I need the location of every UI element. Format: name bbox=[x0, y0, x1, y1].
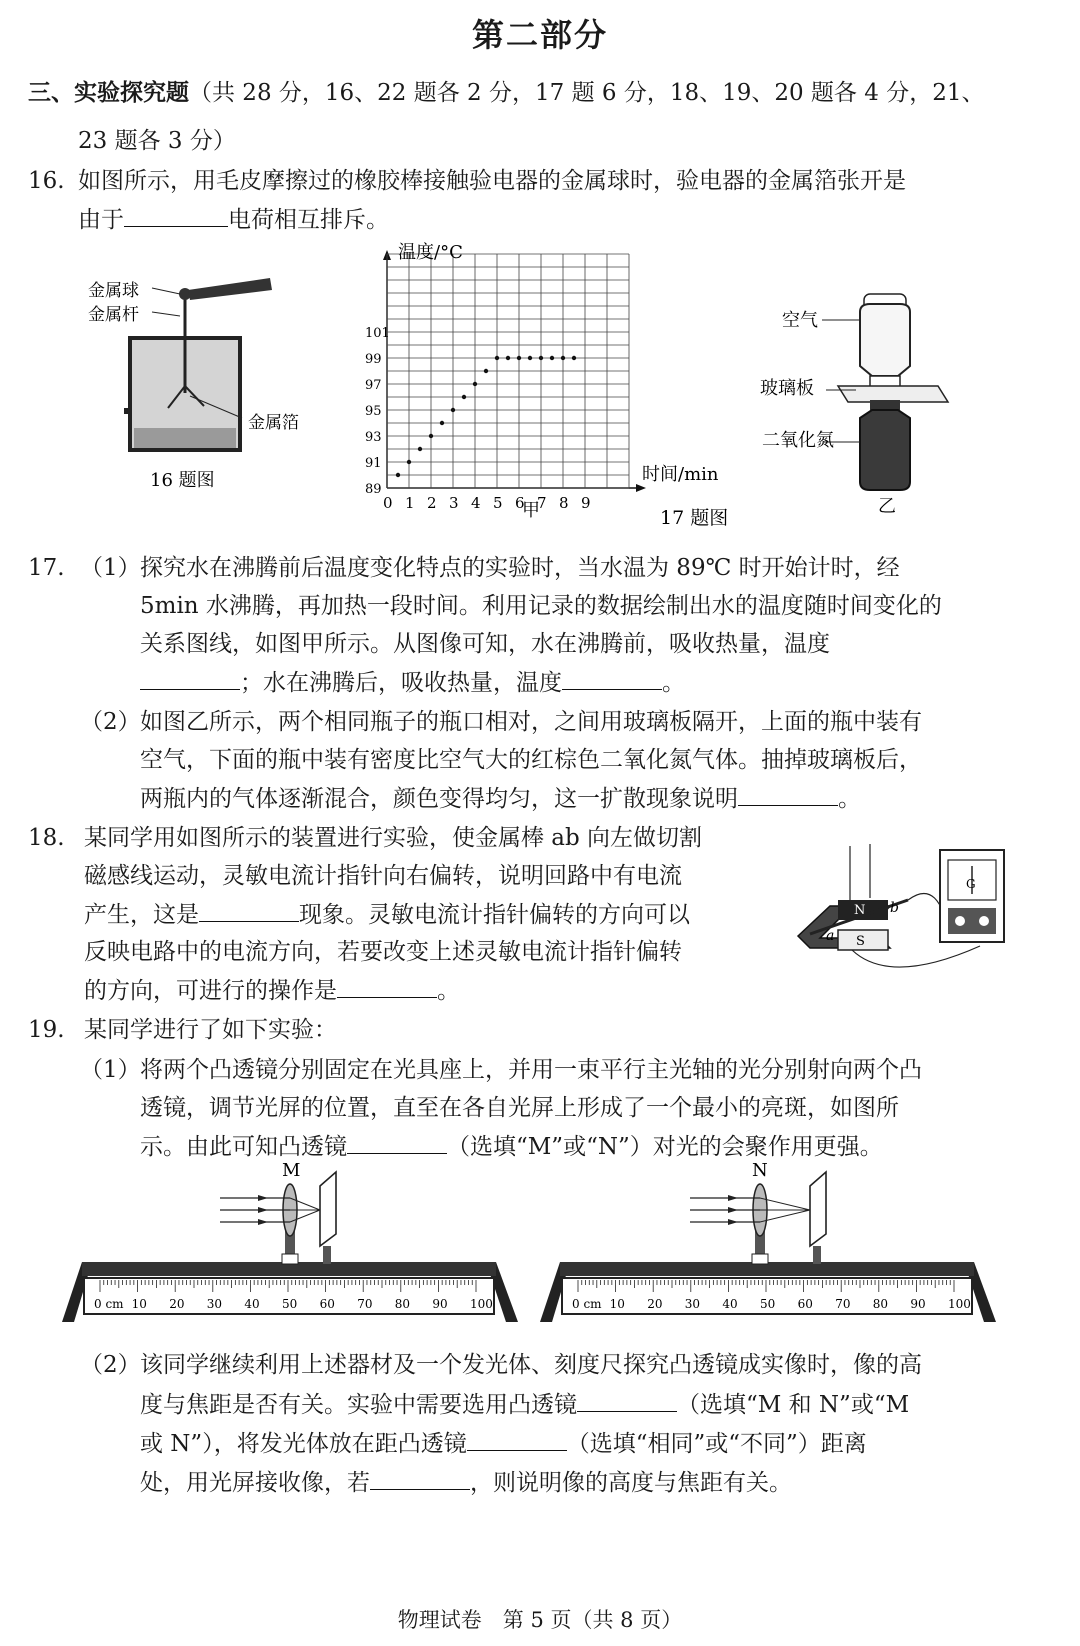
q18-line1: 某同学用如图所示的装置进行实验，使金属棒 ab 向左做切割 bbox=[84, 825, 703, 851]
q19-p2-line2 bbox=[140, 1389, 909, 1420]
rubber-rod bbox=[188, 278, 272, 300]
x-tick-label: 1 bbox=[405, 494, 415, 512]
ruler-label: 80 bbox=[872, 1297, 889, 1311]
data-point bbox=[495, 356, 499, 360]
q17-blank-before-boiling[interactable] bbox=[140, 667, 240, 690]
q19-p1-line1: 将两个凸透镜分别固定在光具座上，并用一束平行主光轴的光分别射向两个凸 bbox=[140, 1057, 922, 1083]
x-tick-label: 5 bbox=[493, 494, 503, 512]
q18-line4: 反映电路中的电流方向，若要改变上述灵敏电流计指针偏转 bbox=[84, 939, 682, 965]
y-tick-label: 89 bbox=[365, 482, 382, 497]
data-point bbox=[473, 382, 477, 386]
section-points: （共 28 分，16、22 题各 2 分，17 题 6 分，18、19、20 题各 4 分，21、 bbox=[189, 80, 985, 106]
x-axis-label: 时间/min bbox=[642, 464, 719, 485]
data-point bbox=[528, 356, 532, 360]
q18-text-b: 现象。灵敏电流计指针偏转的方向可以 bbox=[299, 902, 690, 928]
label-no2: 二氧化氮 bbox=[762, 430, 834, 451]
data-point bbox=[484, 369, 488, 373]
data-point bbox=[407, 460, 411, 464]
ruler-label: 70 bbox=[357, 1297, 373, 1311]
data-point bbox=[396, 473, 400, 477]
fig-jia-label: 甲 bbox=[522, 500, 540, 521]
ruler-label: 10 bbox=[609, 1297, 625, 1311]
q17-part1-label: （1） bbox=[80, 555, 141, 581]
x-tick-label: 6 bbox=[515, 494, 525, 512]
q17-p2-text-b: 。 bbox=[838, 786, 861, 812]
q18-text-c: 的方向，可进行的操作是 bbox=[84, 978, 337, 1004]
air-bottle bbox=[860, 304, 910, 376]
bar-end-a-label: a bbox=[826, 928, 835, 944]
q19-p2-line3 bbox=[140, 1428, 867, 1459]
ruler-label: 40 bbox=[244, 1297, 260, 1311]
ray-arrow bbox=[258, 1207, 268, 1213]
data-point bbox=[550, 356, 554, 360]
pole-n-label: N bbox=[854, 903, 866, 918]
fig17-caption: 17 题图 bbox=[660, 507, 729, 529]
data-point bbox=[506, 356, 510, 360]
label-metal-ball: 金属球 bbox=[88, 281, 139, 301]
x-tick-label: 7 bbox=[537, 494, 547, 512]
x-tick-label: 9 bbox=[581, 494, 591, 512]
electroscope-figure bbox=[80, 268, 320, 498]
q17-p2-line3 bbox=[140, 783, 861, 814]
data-point bbox=[429, 434, 433, 438]
y-tick-label: 95 bbox=[365, 404, 382, 419]
data-point bbox=[561, 356, 565, 360]
ray-arrow bbox=[258, 1219, 268, 1225]
x-tick-label: 8 bbox=[559, 494, 569, 512]
chart-points bbox=[396, 356, 576, 477]
q16-line1: 如图所示，用毛皮摩擦过的橡胶棒接触验电器的金属球时，验电器的金属箔张开是 bbox=[78, 168, 906, 194]
y-axis-label: 温度/°C bbox=[398, 242, 463, 263]
ruler-label: 100 bbox=[470, 1297, 493, 1311]
label-glass-plate: 玻璃板 bbox=[760, 378, 814, 399]
q16-answer-blank[interactable] bbox=[124, 204, 228, 227]
induction-figure bbox=[780, 836, 1030, 986]
q17-blank-after-boiling[interactable] bbox=[562, 667, 662, 690]
ruler-label: 0 cm bbox=[94, 1297, 124, 1311]
screen-holder bbox=[813, 1246, 821, 1264]
q19-blank-lens-select[interactable] bbox=[577, 1389, 677, 1412]
q17-p1-text-b: 。 bbox=[662, 670, 685, 696]
page-title: 第二部分 bbox=[471, 16, 608, 54]
x-tick-label: 4 bbox=[471, 494, 481, 512]
q19-p2-text-f: ，则说明像的高度与焦距有关。 bbox=[470, 1470, 792, 1496]
q17-p1-line3: 关系图线，如图甲所示。从图像可知，水在沸腾前，吸收热量，温度 bbox=[140, 631, 830, 657]
lens-base bbox=[282, 1254, 298, 1264]
data-point bbox=[440, 421, 444, 425]
q18-blank-operation[interactable] bbox=[337, 975, 437, 998]
q18-text-d: 。 bbox=[437, 978, 460, 1004]
temperature-chart bbox=[360, 238, 760, 538]
ray-arrow bbox=[258, 1195, 268, 1201]
ruler-label: 70 bbox=[835, 1297, 851, 1311]
label-metal-foil: 金属箔 bbox=[248, 413, 299, 433]
lens-label: M bbox=[282, 1160, 301, 1181]
q16-line2 bbox=[78, 204, 389, 235]
y-tick-label: 99 bbox=[365, 352, 382, 367]
section-heading: 三、实验探究题 bbox=[28, 79, 189, 106]
x-tick-label: 0 bbox=[383, 494, 393, 512]
ruler-label: 60 bbox=[319, 1297, 335, 1311]
q18-line3 bbox=[84, 899, 690, 930]
q16-text-b: 电荷相互排斥。 bbox=[228, 207, 389, 233]
ruler-label: 20 bbox=[169, 1297, 185, 1311]
ruler-label: 30 bbox=[206, 1297, 223, 1311]
no2-bottle bbox=[860, 410, 910, 490]
q18-text-a: 产生，这是 bbox=[84, 902, 199, 928]
q17-p1-line4 bbox=[140, 667, 685, 698]
q19-p2-text-e: 处，用光屏接收像，若 bbox=[140, 1470, 370, 1496]
q19-p1-line3 bbox=[140, 1131, 883, 1162]
q18-line2: 磁感线运动，灵敏电流计指针向右偏转，说明回路中有电流 bbox=[84, 863, 682, 889]
ruler-label: 90 bbox=[432, 1297, 448, 1311]
q19-p2-line4 bbox=[140, 1467, 792, 1498]
ray-arrow bbox=[728, 1195, 738, 1201]
light-screen bbox=[810, 1172, 826, 1246]
electroscope-base-shade bbox=[134, 428, 236, 448]
pole-s-label: S bbox=[856, 934, 865, 949]
q19-number: 19. bbox=[28, 1017, 65, 1043]
ruler-label: 0 cm bbox=[572, 1297, 602, 1311]
y-tick-label: 101 bbox=[365, 326, 390, 341]
ruler-label: 60 bbox=[797, 1297, 813, 1311]
data-point bbox=[462, 395, 466, 399]
data-point bbox=[572, 356, 576, 360]
q17-p1-text-a: ；水在沸腾后，吸收热量，温度 bbox=[240, 670, 562, 696]
ruler-label: 20 bbox=[647, 1297, 663, 1311]
label-air: 空气 bbox=[782, 310, 818, 331]
q19-p2-text-b: （选填“M 和 N”或“M bbox=[677, 1392, 910, 1418]
q17-blank-diffusion[interactable] bbox=[738, 783, 838, 806]
q19-p1-text-a: 示。由此可知凸透镜 bbox=[140, 1134, 347, 1160]
q19-p1-line2: 透镜，调节光屏的位置，直至在各自光屏上形成了一个最小的亮斑，如图所 bbox=[140, 1095, 899, 1121]
q19-p2-text-d: （选填“相同”或“不同”）距离 bbox=[566, 1431, 867, 1457]
data-point bbox=[451, 408, 455, 412]
q17-p2-text-a: 两瓶内的气体逐渐混合，颜色变得均匀，这一扩散现象说明 bbox=[140, 786, 738, 812]
section-heading-line bbox=[28, 78, 984, 108]
data-point bbox=[418, 447, 422, 451]
diffusion-bottles-figure bbox=[760, 286, 960, 517]
q19-p2-text-a: 度与焦距是否有关。实验中需要选用凸透镜 bbox=[140, 1392, 577, 1418]
chart-grid bbox=[387, 254, 629, 488]
q17-p1-line2: 5min 水沸腾，再加热一段时间。利用记录的数据绘制出水的温度随时间变化的 bbox=[140, 593, 942, 619]
x-axis-arrow bbox=[636, 484, 646, 492]
q16-number: 16. bbox=[28, 168, 65, 194]
q19-part2-label: （2） bbox=[80, 1352, 141, 1378]
q17-p2-line2: 空气，下面的瓶中装有密度比空气大的红棕色二氧化氮气体。抽掉玻璃板后， bbox=[140, 747, 922, 773]
light-screen bbox=[320, 1172, 336, 1246]
data-point bbox=[517, 356, 521, 360]
y-tick-label: 91 bbox=[365, 456, 382, 471]
x-tick-label: 2 bbox=[427, 494, 437, 512]
label-metal-rod: 金属杆 bbox=[88, 305, 139, 325]
galvanometer-g-label: G bbox=[966, 877, 976, 891]
q19-blank-distance[interactable] bbox=[467, 1428, 567, 1451]
ray-arrow bbox=[728, 1207, 738, 1213]
y-tick-label: 97 bbox=[365, 378, 382, 393]
q18-blank-phenomenon[interactable] bbox=[199, 899, 299, 922]
screen-holder bbox=[323, 1246, 331, 1264]
q19-p2-line1: 该同学继续利用上述器材及一个发光体、刻度尺探究凸透镜成实像时，像的高 bbox=[140, 1352, 922, 1378]
optical-bench-m bbox=[62, 1162, 532, 1330]
ruler-label: 40 bbox=[722, 1297, 738, 1311]
q19-blank-lens-choice[interactable] bbox=[347, 1131, 447, 1154]
q17-p1-line1: 探究水在沸腾前后温度变化特点的实验时，当水温为 89℃ 时开始计时，经 bbox=[140, 555, 900, 581]
ray-arrow bbox=[728, 1219, 738, 1225]
q19-p2-text-c: 或 N”），将发光体放在距凸透镜 bbox=[140, 1431, 467, 1457]
lens-label: N bbox=[752, 1160, 768, 1181]
fig16-caption: 16 题图 bbox=[150, 470, 215, 491]
q17-number: 17. bbox=[28, 555, 65, 581]
optical-bench-n bbox=[540, 1162, 1010, 1330]
section-points-cont: 23 题各 3 分） bbox=[78, 128, 236, 154]
q18-line5 bbox=[84, 975, 460, 1006]
y-tick-label: 93 bbox=[365, 430, 382, 445]
q19-intro: 某同学进行了如下实验： bbox=[84, 1017, 337, 1043]
lens-base bbox=[752, 1254, 768, 1264]
ruler-label: 10 bbox=[131, 1297, 147, 1311]
q18-number: 18. bbox=[28, 825, 65, 851]
data-point bbox=[539, 356, 543, 360]
ruler-label: 100 bbox=[948, 1297, 971, 1311]
x-tick-label: 3 bbox=[449, 494, 459, 512]
bar-end-b-label: b bbox=[890, 900, 899, 916]
ruler-label: 50 bbox=[282, 1297, 298, 1311]
chart-ticks bbox=[365, 326, 591, 512]
fig-yi-label: 乙 bbox=[878, 496, 896, 517]
ruler-label: 80 bbox=[394, 1297, 411, 1311]
page-footer: 物理试卷 第 5 页（共 8 页） bbox=[397, 1608, 683, 1632]
ruler-label: 50 bbox=[760, 1297, 776, 1311]
ruler-label: 90 bbox=[910, 1297, 926, 1311]
q19-p1-text-b: （选填“M”或“N”）对光的会聚作用更强。 bbox=[447, 1134, 883, 1160]
ruler-label: 30 bbox=[684, 1297, 701, 1311]
q19-part1-label: （1） bbox=[80, 1057, 141, 1083]
q17-p2-line1: 如图乙所示，两个相同瓶子的瓶口相对，之间用玻璃板隔开，上面的瓶中装有 bbox=[140, 709, 922, 735]
q17-part2-label: （2） bbox=[80, 709, 141, 735]
glass-plate bbox=[838, 386, 948, 402]
q16-text-a: 由于 bbox=[78, 207, 124, 233]
q19-blank-condition[interactable] bbox=[370, 1467, 470, 1490]
